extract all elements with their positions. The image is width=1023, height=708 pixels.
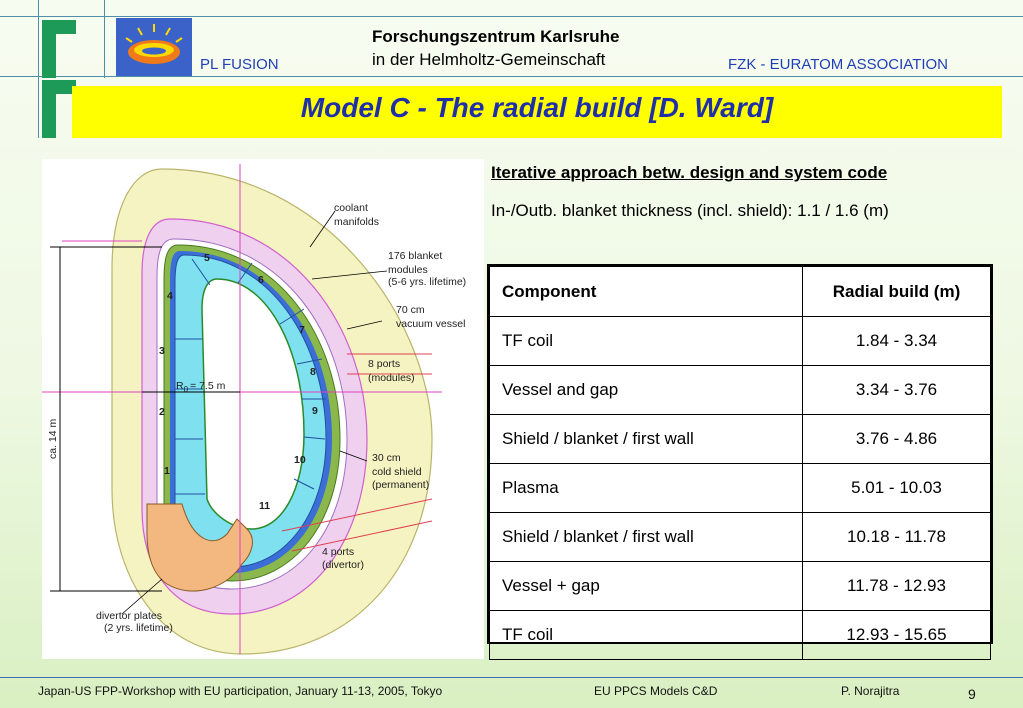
label-ports8-2: (modules) xyxy=(368,372,415,384)
module-7: 7 xyxy=(299,324,305,336)
module-10: 10 xyxy=(294,454,306,466)
row-value: 12.93 - 15.65 xyxy=(803,611,991,660)
header-bracket-bottom-h xyxy=(42,80,76,94)
row-value: 5.01 - 10.03 xyxy=(803,464,991,513)
row-component: TF coil xyxy=(490,317,803,366)
footer-workshop: Japan-US FPP-Workshop with EU participation, January 11-13, 2005, Tokyo xyxy=(38,684,443,698)
module-5: 5 xyxy=(204,252,210,264)
table-row xyxy=(490,513,991,562)
header-org-line1: Forschungszentrum Karlsruhe xyxy=(372,27,620,46)
label-blanket-2: modules xyxy=(388,264,428,276)
pl-fusion-logo xyxy=(116,18,192,76)
header-top-rule xyxy=(0,16,1023,17)
label-ports8-1: 8 ports xyxy=(368,358,401,370)
label-shield-2: cold shield xyxy=(372,466,422,478)
header-left-tag: PL FUSION xyxy=(200,56,279,73)
table-header-row xyxy=(490,267,991,317)
header-org-line2: in der Helmholtz-Gemeinschaft xyxy=(372,50,606,69)
label-shield-3: (permanent) xyxy=(372,479,430,491)
table-row xyxy=(490,366,991,415)
label-shield-1: 30 cm xyxy=(372,452,401,464)
module-6: 6 xyxy=(258,274,264,286)
label-coolant-1: coolant xyxy=(334,202,368,214)
header-logo-rule xyxy=(104,0,105,78)
label-ports4-2: (divertor) xyxy=(322,559,365,571)
row-value: 3.34 - 3.76 xyxy=(803,366,991,415)
module-11: 11 xyxy=(259,500,271,512)
slide-title: Model C - The radial build [D. Ward] xyxy=(300,92,774,123)
module-8: 8 xyxy=(310,366,316,378)
table-row xyxy=(490,415,991,464)
label-blanket-1: 176 blanket xyxy=(388,250,443,262)
radial-build-table xyxy=(487,264,993,644)
row-value: 1.84 - 3.34 xyxy=(803,317,991,366)
row-component: Shield / blanket / first wall xyxy=(490,513,803,562)
label-vv-2: vacuum vessel xyxy=(396,318,466,330)
radial-build-diagram xyxy=(42,159,484,659)
label-r0: $R_0 = 7.5$ m xyxy=(176,380,226,394)
intro-text: In-/Outb. blanket thickness (incl. shield): 1.1 / 1.6 (m) xyxy=(491,201,889,220)
table-row xyxy=(490,317,991,366)
intro-heading: Iterative approach betw. design and system code xyxy=(491,163,888,182)
row-value: 3.76 - 4.86 xyxy=(803,415,991,464)
header-left-rule xyxy=(38,0,39,138)
label-blanket-3: (5-6 yrs. lifetime) xyxy=(388,276,467,288)
label-divertor-1: divertor plates xyxy=(96,610,162,622)
row-value: 10.18 - 11.78 xyxy=(803,513,991,562)
module-3: 3 xyxy=(159,345,165,357)
header-right-tag: FZK - EURATOM ASSOCIATION xyxy=(728,56,949,73)
table-row xyxy=(490,562,991,611)
module-1: 1 xyxy=(164,465,170,477)
footer-author: P. Norajitra xyxy=(841,684,900,698)
footer-models: EU PPCS Models C&D xyxy=(594,684,718,698)
row-component: TF coil xyxy=(490,611,803,660)
label-divertor-2: (2 yrs. lifetime) xyxy=(104,622,173,634)
row-component: Shield / blanket / first wall xyxy=(490,415,803,464)
header-radial-build: Radial build (m) xyxy=(803,267,991,317)
label-height: ca. 14 m xyxy=(47,418,59,459)
label-ports4-1: 4 ports xyxy=(322,546,355,558)
row-component: Vessel and gap xyxy=(490,366,803,415)
label-vv-1: 70 cm xyxy=(396,304,425,316)
row-component: Vessel + gap xyxy=(490,562,803,611)
table-row xyxy=(490,464,991,513)
label-coolant-2: manifolds xyxy=(334,216,379,228)
module-4: 4 xyxy=(167,290,173,302)
row-component: Plasma xyxy=(490,464,803,513)
module-2: 2 xyxy=(159,406,165,418)
module-9: 9 xyxy=(312,405,318,417)
table-row xyxy=(490,611,991,660)
header-bottom-rule xyxy=(0,76,1023,77)
header-component: Component xyxy=(490,267,803,317)
footer-rule xyxy=(0,677,1023,678)
row-value: 11.78 - 12.93 xyxy=(803,562,991,611)
footer-page-number: 9 xyxy=(968,686,976,702)
header-bracket-top-h xyxy=(42,20,76,34)
